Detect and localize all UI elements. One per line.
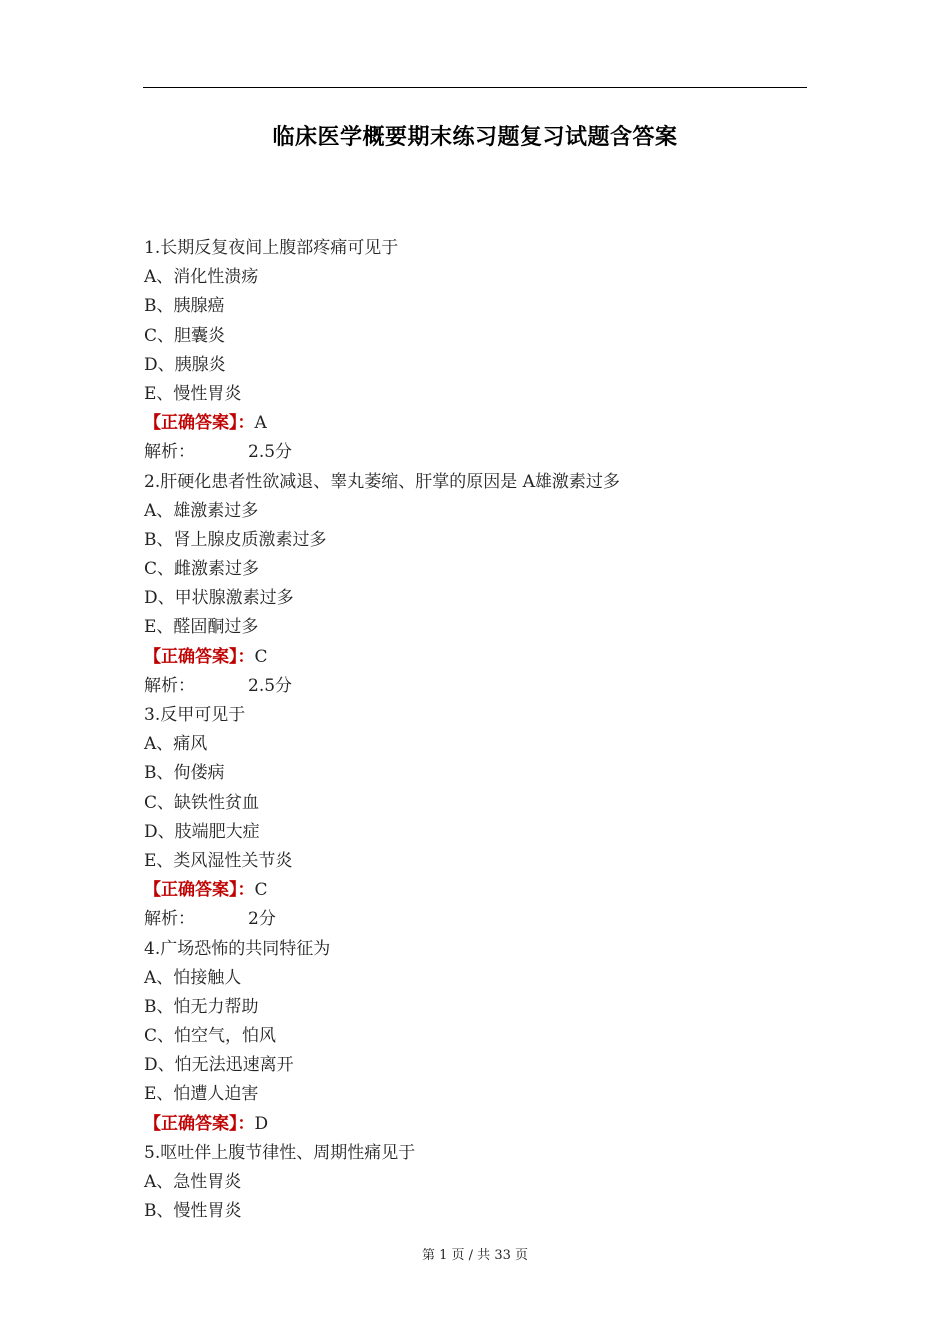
answer-line — [144, 876, 824, 905]
analysis-label: 解析： — [144, 909, 195, 930]
analysis-line — [144, 438, 824, 467]
option: A、消化性溃疡 — [144, 267, 259, 288]
document-title: 临床医学概要期末练习题复习试题含答案 — [272, 125, 678, 150]
option: E、醛固酮过多 — [144, 617, 259, 638]
answer-tag: 【正确答案】： — [144, 880, 255, 901]
option: A、急性胃炎 — [144, 1172, 242, 1192]
analysis-label: 解析： — [144, 442, 195, 463]
analysis-label: 解析： — [144, 675, 195, 696]
analysis-line — [144, 905, 824, 934]
answer-tag: 【正确答案】： — [144, 1113, 255, 1134]
answer-tag: 【正确答案】： — [144, 413, 255, 434]
question-stem: 3.反甲可见于 — [144, 705, 246, 725]
option: A、痛风 — [144, 734, 208, 755]
answer-tag: 【正确答案】： — [144, 646, 255, 667]
option: C、胆囊炎 — [144, 325, 226, 346]
score-value: 2.5分 — [248, 442, 293, 463]
answer-value: A — [254, 413, 267, 434]
score-value: 2.5分 — [248, 675, 293, 696]
header-rule — [143, 87, 807, 88]
option: B、慢性胃炎 — [144, 1201, 242, 1222]
answer-value: D — [254, 1113, 269, 1134]
option: B、胰腺癌 — [144, 296, 225, 317]
page-footer: 第 1 页 / 共 33 页 — [422, 1248, 528, 1263]
question-stem: 2.肝硬化患者性欲减退、睾丸萎缩、肝掌的原因是 A雄激素过多 — [144, 471, 620, 492]
option: C、缺铁性贫血 — [144, 792, 260, 813]
option: A、怕接触人 — [144, 967, 242, 988]
option: B、佝偻病 — [144, 763, 225, 784]
analysis-line — [144, 672, 824, 701]
option: A、雄激素过多 — [144, 500, 259, 521]
option: D、怕无法迅速离开 — [144, 1055, 294, 1076]
option: D、甲状腺激素过多 — [144, 588, 294, 609]
question-stem: 1.长期反复夜间上腹部疼痛可见于 — [144, 238, 399, 258]
answer-value: C — [254, 646, 268, 667]
option: C、雌激素过多 — [144, 559, 260, 580]
question-stem: 5.呕吐伴上腹节律性、周期性痛见于 — [144, 1142, 416, 1163]
answer-line — [144, 643, 824, 672]
option: D、胰腺炎 — [144, 354, 226, 375]
option: B、肾上腺皮质激素过多 — [144, 529, 327, 550]
answer-value: C — [254, 880, 268, 901]
answer-line — [144, 409, 824, 438]
option: C、怕空气，怕风 — [144, 1026, 277, 1047]
question-list — [144, 234, 824, 1226]
option: E、慢性胃炎 — [144, 383, 242, 404]
option: D、肢端肥大症 — [144, 821, 260, 842]
answer-line — [144, 1110, 824, 1139]
question-stem: 4.广场恐怖的共同特征为 — [144, 938, 331, 959]
option: E、类风湿性关节炎 — [144, 850, 293, 871]
option: B、怕无力帮助 — [144, 996, 259, 1017]
score-value: 2分 — [248, 909, 276, 930]
option: E、怕遭人迫害 — [144, 1084, 259, 1105]
